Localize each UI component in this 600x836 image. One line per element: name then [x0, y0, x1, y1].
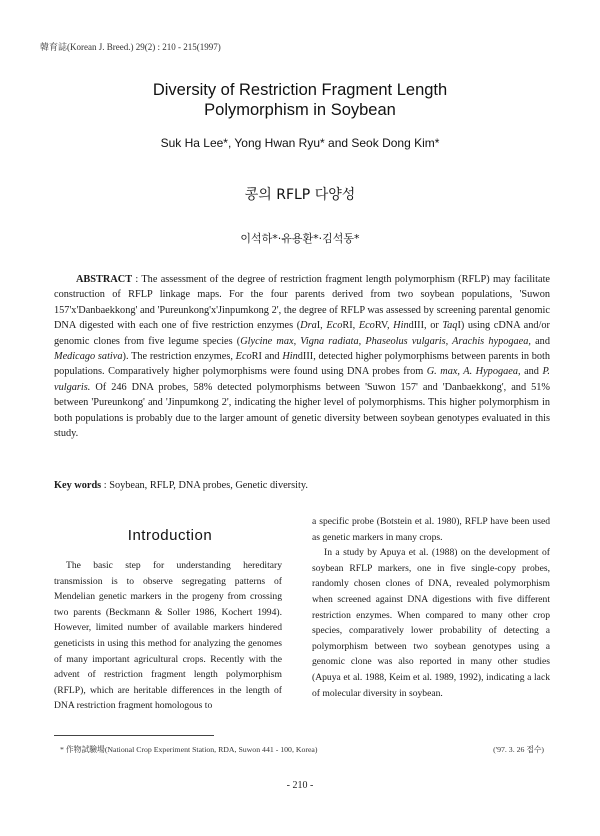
- keywords-label: Key words: [54, 480, 102, 491]
- footnote-divider: [54, 735, 214, 736]
- affiliation-footnote: * 作物試驗場(National Crop Experiment Station, RDA, Suwon 441 - 100, Korea): [60, 745, 318, 754]
- intro-left-column: The basic step for understanding hereditary transmission is to observe segregating patterns of Mendelian genetic markers in the progeny from crossing two parents (Beckmann & Soller 1986, Kochert 1994). However, limited number of available markers hindered geneticists in using this method for analyzing the genomes of many important agricultural crops. Recently with the advent of restriction fragment length polymorphism (RFLP), which are heritable differences in the length of DNA restriction fragment homologous to: [54, 560, 282, 712]
- korean-title: 콩의 RFLP 다양성: [244, 187, 356, 203]
- abstract: ABSTRACT : The assessment of the degree of restriction fragment length polymorphism (RFLP) may facilitate construction of RFLP linkage maps. For the four parents derived from two soybean populations, 'Suwon 157'x'Danbaekkong' and 'Pureunkong'x'Jinpumkong 2', the degree of RFLP was assessed by screening parental genomic DNA digested with each one of five restriction enzymes (DraI, EcoRI, EcoRV, HindIII, or TaqI) using cDNA and/or genomic clones from five legume species (Glycine max, Vigna radiata, Phaseolus vulgaris, Arachis hypogaea, and Medicago sativa). The restriction enzymes, EcoRI and HindIII, detected higher polymorphisms between parents in both populations. Comparatively higher polymorphisms were found using DNA probes from G. max, A. Hypogaea, and P. vulgaris. Of 246 DNA probes, 58% detected polymorphisms between 'Suwon 157' and 'Danbaekkong', and 51% between 'Pureunkong' and 'Jinpumkong 2', indicating the higher level of polymorphisms. This higher polymorphism in both populations is probably due to the larger amount of genetic diversity between soybean genotypes evaluated in this study.: [54, 274, 551, 440]
- title-line-1: Diversity of Restriction Fragment Length: [152, 81, 448, 99]
- section-heading-introduction: Introduction: [127, 527, 213, 544]
- korean-author-list: 이석하*·유용환*·김석동*: [240, 232, 360, 245]
- keywords: Key words : Soybean, RFLP, DNA probes, Genetic diversity.: [54, 480, 308, 491]
- intro-right-paragraph-1: a specific probe (Botstein et al. 1980), RFLP have been used as genetic markers in many crops.: [312, 516, 550, 543]
- title-line-2: Polymorphism in Soybean: [204, 101, 396, 119]
- author-list: Suk Ha Lee*, Yong Hwan Ryu* and Seok Dong Kim*: [160, 136, 440, 150]
- abstract-label: ABSTRACT: [76, 274, 133, 285]
- paper-title: [60, 80, 540, 120]
- received-date: ('97. 3. 26 접수): [493, 745, 544, 754]
- running-head: 韓育誌(Korean J. Breed.) 29(2) : 210 - 215(1997): [40, 42, 221, 52]
- page-number: - 210 -: [286, 780, 314, 791]
- keywords-text: Soybean, RFLP, DNA probes, Genetic diversity.: [109, 480, 308, 491]
- intro-right-column: [312, 514, 550, 701]
- intro-right-paragraph-2: In a study by Apuya et al. (1988) on the development of soybean RFLP markers, one in five single-copy probes, randomly chosen clones of DNA, revealed polymorphism when screened against DNA digestions with five different restriction enzymes. When compared to many other crop species, comparatively lower probability of detecting a polymorphism between two soybean genotypes using a genomic clone was also reported in many other studies (Apuya et al. 1988, Keim et al. 1989, 1992), indicating a lack of molecular diversity in soybean.: [312, 547, 550, 699]
